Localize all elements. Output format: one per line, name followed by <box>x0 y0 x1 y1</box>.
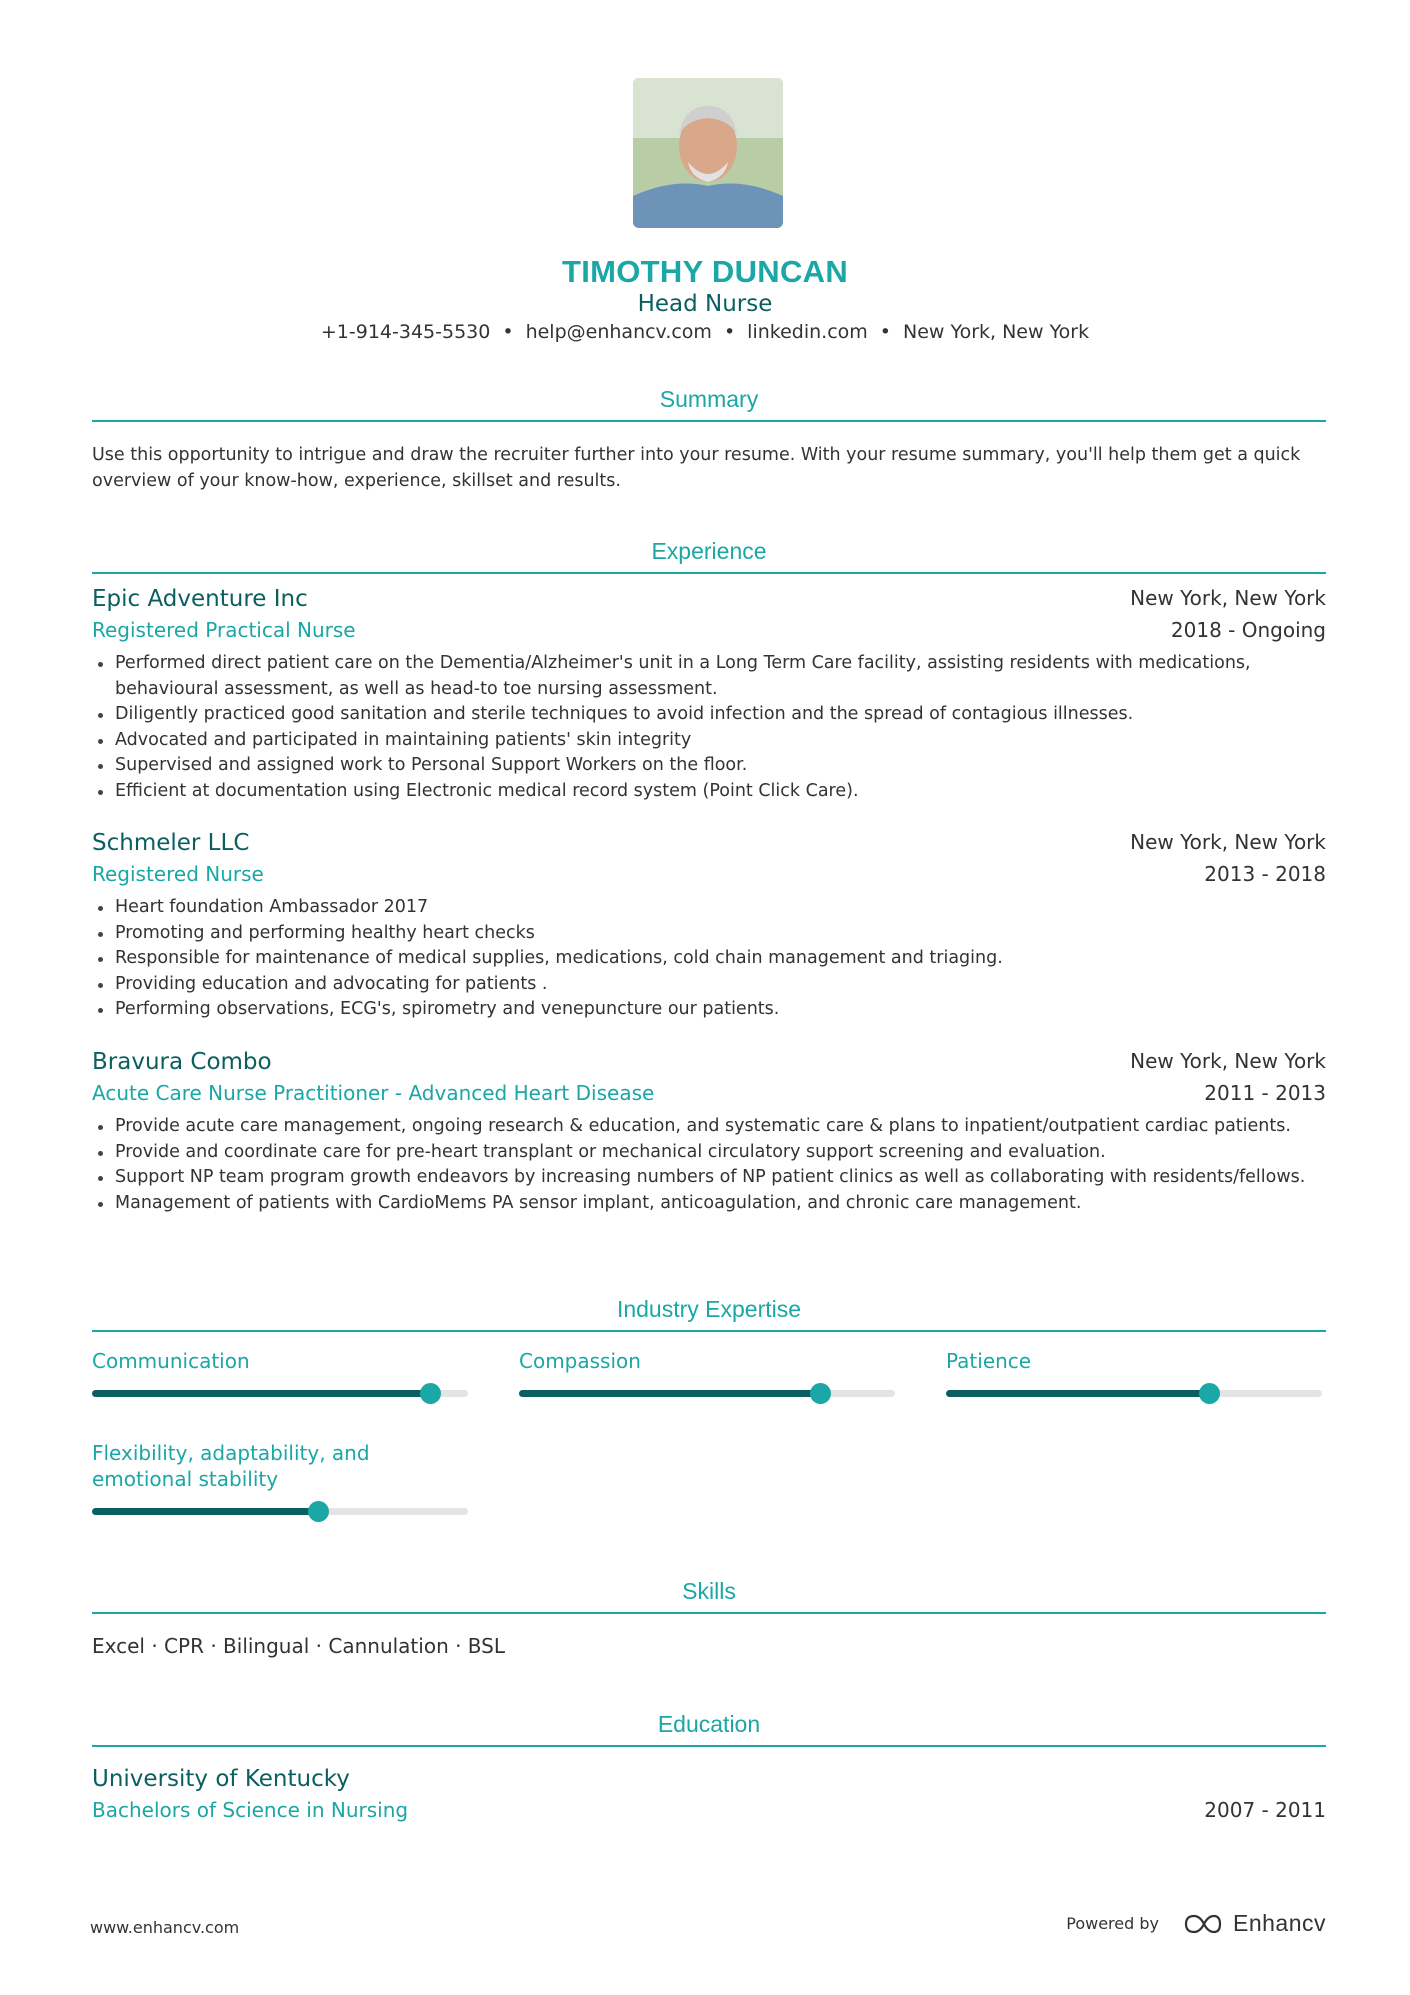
bullet-item: Performed direct patient care on the Dementia/Alzheimer's unit in a Long Term Care facility, assisting residents with medications, behavioural assessment, as well as head-to toe nursing assessment. <box>92 651 1326 702</box>
expertise-bar-fill <box>92 1508 318 1515</box>
bullet-item: Performing observations, ECG's, spirometry and venepuncture our patients. <box>92 997 1326 1023</box>
education-dates: 2007 - 2011 <box>1204 1798 1326 1822</box>
expertise-label: Communication <box>92 1349 250 1373</box>
bullet-item: Provide and coordinate care for pre-heart transplant or mechanical circulatory support screening and evaluation. <box>92 1140 1326 1166</box>
bullet-list <box>92 1114 1326 1216</box>
expertise-item <box>519 1348 895 1374</box>
expertise-heading: Industry Expertise <box>616 1296 802 1322</box>
school-name: University of Kentucky <box>92 1766 350 1792</box>
expertise-item <box>92 1440 468 1492</box>
location-text: New York, New York <box>903 321 1090 343</box>
experience-entry <box>92 586 1326 804</box>
footer-brand <box>1066 1910 1326 1937</box>
section-divider <box>92 1612 1326 1614</box>
expertise-item <box>92 1348 468 1374</box>
profile-photo <box>633 78 783 228</box>
degree-name: Bachelors of Science in Nursing <box>92 1798 409 1822</box>
education-heading: Education <box>657 1711 761 1737</box>
bullet-item: Heart foundation Ambassador 2017 <box>92 895 1326 921</box>
footer-website-link[interactable]: www.enhancv.com <box>90 1918 240 1937</box>
expertise-bar <box>519 1390 895 1397</box>
bullet-item: Promoting and performing healthy heart checks <box>92 921 1326 947</box>
job-role: Registered Nurse <box>92 862 264 886</box>
enhancv-logo-icon <box>1183 1913 1223 1935</box>
job-dates: 2018 - Ongoing <box>1170 618 1326 642</box>
expertise-bar <box>946 1390 1322 1397</box>
candidate-name: TIMOTHY DUNCAN <box>561 254 849 289</box>
job-location: New York, New York <box>1130 1049 1326 1073</box>
expertise-item <box>946 1348 1322 1374</box>
separator: • <box>879 321 892 343</box>
job-role: Acute Care Nurse Practitioner - Advanced Heart Disease <box>92 1081 655 1105</box>
expertise-bar-fill <box>946 1390 1209 1397</box>
experience-entry <box>92 1049 1326 1216</box>
bullet-item: Provide acute care management, ongoing research & education, and systematic care & plans to inpatient/outpatient cardiac patients. <box>92 1114 1326 1140</box>
bullet-item: Diligently practiced good sanitation and sterile techniques to avoid infection and the spread of contagious illnesses. <box>92 702 1326 728</box>
company-name: Epic Adventure Inc <box>92 586 308 612</box>
bullet-item: Advocated and participated in maintaining patients' skin integrity <box>92 728 1326 754</box>
bullet-list <box>92 895 1326 1023</box>
separator: • <box>502 321 514 343</box>
contact-line <box>0 321 1410 343</box>
job-role: Registered Practical Nurse <box>92 618 356 642</box>
bullet-item: Providing education and advocating for patients . <box>92 972 1326 998</box>
summary-text: Use this opportunity to intrigue and draw the recruiter further into your resume. With your resume summary, you'll help them get a quick overview of your know-how, experience, skillset and results. <box>92 445 1301 491</box>
job-location: New York, New York <box>1130 586 1326 610</box>
section-divider <box>92 572 1326 574</box>
skills-list: Excel · CPR · Bilingual · Cannulation · BSL <box>92 1634 506 1658</box>
avatar <box>633 78 783 228</box>
bullet-item: Supervised and assigned work to Personal Support Workers on the floor. <box>92 753 1326 779</box>
experience-entry <box>92 830 1326 1023</box>
enhancv-logo[interactable] <box>1183 1910 1326 1937</box>
skills-heading: Skills <box>682 1578 736 1604</box>
job-dates: 2013 - 2018 <box>1204 862 1326 886</box>
expertise-bar-knob <box>308 1501 329 1522</box>
expertise-bar <box>92 1508 468 1515</box>
bullet-item: Management of patients with CardioMems PA sensor implant, anticoagulation, and chronic care management. <box>92 1191 1326 1217</box>
bullet-item: Support NP team program growth endeavors by increasing numbers of NP patient clinics as well as collaborating with residents/fellows. <box>92 1165 1326 1191</box>
section-divider <box>92 420 1326 422</box>
section-divider <box>92 1330 1326 1332</box>
candidate-title: Head Nurse <box>637 291 773 317</box>
expertise-bar-knob <box>1199 1383 1220 1404</box>
company-name: Bravura Combo <box>92 1049 272 1075</box>
expertise-label: Compassion <box>519 1349 641 1373</box>
job-location: New York, New York <box>1130 830 1326 854</box>
expertise-label: Flexibility, adaptability, and emotional stability <box>92 1441 370 1491</box>
separator: • <box>723 321 736 343</box>
bullet-item: Efficient at documentation using Electronic medical record system (Point Click Care). <box>92 779 1326 805</box>
experience-heading: Experience <box>651 538 767 564</box>
expertise-bar <box>92 1390 468 1397</box>
bullet-item: Responsible for maintenance of medical supplies, medications, cold chain management and triaging. <box>92 946 1326 972</box>
linkedin-link[interactable]: linkedin.com <box>747 321 868 343</box>
expertise-bar-fill <box>519 1390 820 1397</box>
company-name: Schmeler LLC <box>92 830 250 856</box>
expertise-bar-knob <box>810 1383 831 1404</box>
expertise-bar-fill <box>92 1390 430 1397</box>
expertise-bar-knob <box>420 1383 441 1404</box>
education-entry <box>92 1766 1326 1822</box>
summary-heading: Summary <box>659 386 759 412</box>
section-divider <box>92 1745 1326 1747</box>
phone-text: +1-914-345-5530 <box>320 321 491 343</box>
email-link[interactable]: help@enhancv.com <box>525 321 712 343</box>
enhancv-logo-text: Enhancv <box>1232 1910 1326 1936</box>
expertise-label: Patience <box>946 1349 1032 1373</box>
bullet-list <box>92 651 1326 804</box>
powered-by-text: Powered by <box>1066 1914 1159 1933</box>
job-dates: 2011 - 2013 <box>1204 1081 1326 1105</box>
